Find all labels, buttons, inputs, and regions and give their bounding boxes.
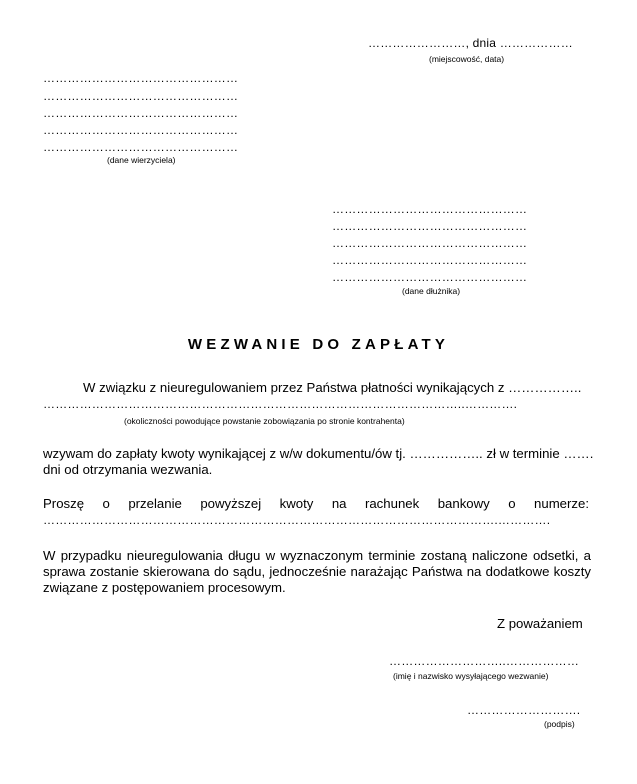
- signature-line: ……………………….: [467, 703, 581, 717]
- document-title: WEZWANIE DO ZAPŁATY: [187, 336, 450, 353]
- paragraph-1-caption: (okoliczności powodujące powstanie zobowiązania po stronie kontrahenta): [124, 416, 405, 426]
- creditor-line-3: …………………………………………: [43, 106, 239, 120]
- creditor-line-2: …………………………………………: [43, 89, 239, 103]
- place-date-line: ……………………, dnia ………………: [368, 36, 573, 50]
- paragraph-3-line-2: ………………………………………………………………………………………………….………….: [43, 513, 551, 527]
- signature-caption: (podpis): [544, 719, 575, 729]
- paragraph-3-line-1: Proszę o przelanie powyższej kwoty na rachunek bankowy o numerze:: [43, 496, 589, 511]
- debtor-caption: (dane dłużnika): [402, 286, 461, 296]
- place-date-caption: (miejscowość, data): [429, 54, 505, 64]
- debtor-line-3: …………………………………………: [332, 236, 528, 250]
- debtor-line-5: …………………………………………: [332, 270, 528, 284]
- closing-regards: Z poważaniem: [497, 616, 583, 631]
- creditor-line-5: …………………………………………: [43, 140, 239, 154]
- paragraph-4: [43, 548, 591, 596]
- paragraph-2-line-1: wzywam do zapłaty kwoty wynikającej z w/w dokumentu/ów tj. …………….. zł w terminie …….: [43, 446, 594, 461]
- paragraph-4-text: W przypadku nieuregulowania długu w wyznaczonym terminie zostaną naliczone odsetki, a sprawa zostanie skierowana do sądu, jednocześnie narażając Państwa na dodatkowe koszty związane z postępowaniem procesowym.: [43, 548, 591, 595]
- paragraph-1-line-2: …………………………………………………………………………………………..………….: [43, 397, 518, 411]
- creditor-line-4: …………………………………………: [43, 123, 239, 137]
- debtor-line-2: …………………………………………: [332, 219, 528, 233]
- sender-name-caption: (imię i nazwisko wysyłającego wezwanie): [393, 671, 549, 681]
- paragraph-1-line-1: W związku z nieuregulowaniem przez Państwa płatności wynikających z ……………..: [83, 380, 582, 395]
- creditor-line-1: …………………………………………: [43, 71, 239, 85]
- paragraph-2-line-2: dni od otrzymania wezwania.: [43, 462, 213, 477]
- sender-name-line: ………………………..………………: [389, 654, 580, 668]
- creditor-caption: (dane wierzyciela): [107, 155, 176, 165]
- debtor-line-4: …………………………………………: [332, 253, 528, 267]
- debtor-line-1: …………………………………………: [332, 202, 528, 216]
